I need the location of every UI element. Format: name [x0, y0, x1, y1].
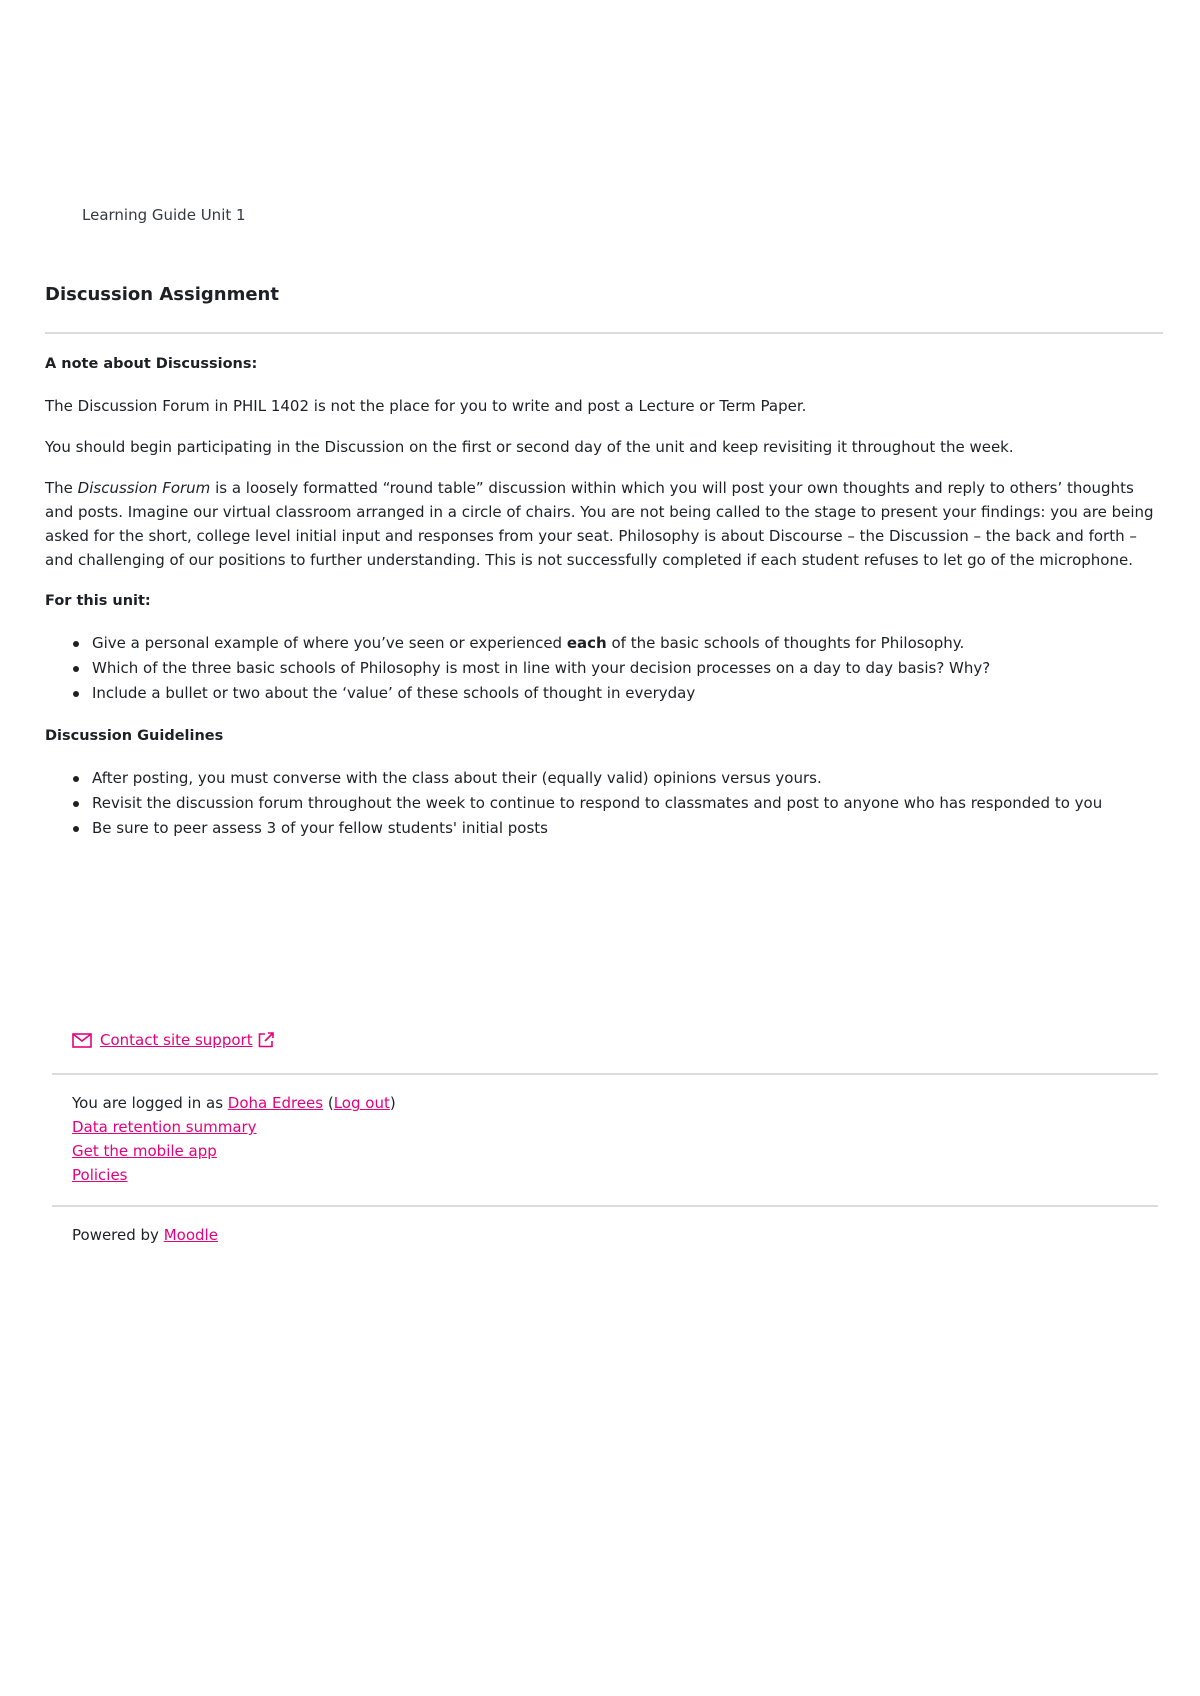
- mobile-app-link[interactable]: Get the mobile app: [72, 1142, 217, 1160]
- list-item: Which of the three basic schools of Philosophy is most in line with your decision processes on a day to day basis? Why?: [92, 656, 1163, 681]
- user-profile-link[interactable]: Doha Edrees: [227, 1094, 324, 1112]
- forum-pre: The: [45, 479, 78, 497]
- footer-divider: [52, 1073, 1158, 1075]
- list-item: Be sure to peer assess 3 of your fellow students' initial posts: [92, 816, 1163, 841]
- page-title: Discussion Assignment: [45, 284, 279, 305]
- paragraph-forum-description: [45, 476, 1163, 572]
- guidelines-label: Discussion Guidelines: [45, 728, 224, 744]
- main-content: [45, 278, 1163, 859]
- title-divider: [45, 332, 1163, 334]
- data-retention-link[interactable]: Data retention summary: [72, 1118, 257, 1136]
- powered-by: [52, 1223, 1158, 1247]
- moodle-link[interactable]: Moodle: [163, 1226, 218, 1244]
- item-post: of the basic schools of thoughts for Philosophy.: [606, 634, 965, 652]
- open-paren: (: [323, 1094, 334, 1112]
- external-link-icon: [257, 1031, 275, 1049]
- unit-label: For this unit:: [45, 593, 151, 609]
- contact-support-link[interactable]: Contact site support: [100, 1031, 253, 1049]
- list-item: [92, 631, 1163, 656]
- item-bold: each: [566, 634, 607, 652]
- unit-list: [45, 631, 1163, 706]
- item-pre: Give a personal example of where you’ve seen or experienced: [92, 634, 567, 652]
- close-paren: ): [389, 1094, 396, 1112]
- page-footer: [52, 1025, 1158, 1247]
- footer-divider: [52, 1205, 1158, 1207]
- paragraph-lecture-note: The Discussion Forum in PHIL 1402 is not the place for you to write and post a Lecture or Term Paper.: [45, 397, 807, 415]
- paragraph-participation: You should begin participating in the Discussion on the first or second day of the unit and keep revisiting it throughout the week.: [45, 438, 1014, 456]
- forum-post: is a loosely formatted “round table” discussion within which you will post your own thoughts and reply to others’ thoughts and posts. Imagine our virtual classroom arranged in a circle of chairs. You are not being called to the stage to present your findings: you are being asked for the short, college level initial input and responses from your seat. Philosophy is about Discourse – the Discussion – the back and forth – and challenging of our positions to further understanding. This is not successfully completed if each student refuses to let go of the microphone.: [45, 479, 1154, 569]
- login-line: [72, 1091, 1158, 1115]
- list-item: Revisit the discussion forum throughout the week to continue to respond to classmates and post to anyone who has responded to you: [92, 791, 1163, 816]
- login-prefix: You are logged in as: [72, 1094, 228, 1112]
- forum-emphasis: Discussion Forum: [77, 479, 211, 497]
- logout-link[interactable]: Log out: [333, 1094, 390, 1112]
- note-label: A note about Discussions:: [45, 356, 258, 372]
- policies-link[interactable]: Policies: [72, 1166, 128, 1184]
- envelope-icon: [72, 1033, 92, 1048]
- login-info: [52, 1091, 1158, 1187]
- powered-prefix: Powered by: [72, 1226, 164, 1244]
- contact-support: [52, 1025, 1158, 1055]
- breadcrumb: Learning Guide Unit 1: [82, 206, 246, 224]
- guidelines-list: [45, 766, 1163, 841]
- list-item: After posting, you must converse with the class about their (equally valid) opinions versus yours.: [92, 766, 1163, 791]
- list-item: Include a bullet or two about the ‘value’ of these schools of thought in everyday: [92, 681, 1163, 706]
